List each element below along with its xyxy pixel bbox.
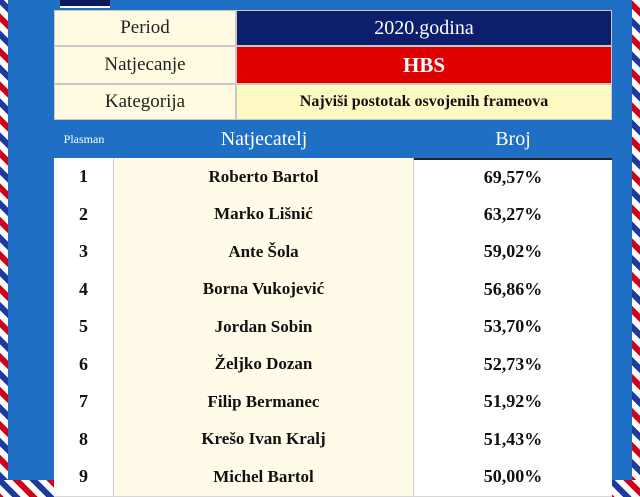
blue-frame	[8, 0, 632, 487]
category-label: Kategorija	[54, 84, 236, 120]
period-label: Period	[54, 10, 236, 46]
logo-icon	[60, 0, 110, 8]
player-cell: Borna Vukojević	[114, 271, 414, 309]
category-value: Najviši postotak osvojenih frameova	[236, 84, 612, 120]
table-row	[54, 458, 612, 497]
player-cell: Željko Dozan	[114, 346, 414, 384]
rank-cell: 9	[54, 458, 114, 496]
player-cell: Krešo Ivan Kralj	[114, 421, 414, 459]
value-cell: 56,86%	[414, 271, 612, 309]
rank-cell: 4	[54, 271, 114, 309]
player-cell: Michel Bartol	[114, 458, 414, 496]
player-cell: Marko Lišnić	[114, 196, 414, 234]
rank-cell: 5	[54, 308, 114, 346]
stats-table	[54, 10, 612, 487]
rank-cell: 1	[54, 158, 114, 196]
table-row	[54, 271, 612, 310]
top-bar	[8, 0, 632, 10]
competition-label: Natjecanje	[54, 46, 236, 84]
rank-cell: 8	[54, 421, 114, 459]
competition-value: HBS	[236, 46, 612, 84]
value-cell: 53,70%	[414, 308, 612, 346]
value-cell: 52,73%	[414, 346, 612, 384]
value-cell: 59,02%	[414, 233, 612, 271]
table-row	[54, 383, 612, 422]
value-cell: 50,00%	[414, 458, 612, 496]
player-cell: Ante Šola	[114, 233, 414, 271]
rank-cell: 7	[54, 383, 114, 421]
table-row	[54, 308, 612, 347]
category-row	[54, 84, 612, 120]
table-row	[54, 421, 612, 460]
table-row	[54, 158, 612, 197]
player-cell: Filip Bermanec	[114, 383, 414, 421]
player-column-header: Natjecatelj	[114, 120, 414, 158]
rank-cell: 3	[54, 233, 114, 271]
period-row	[54, 10, 612, 46]
rank-column-header: Plasman	[54, 120, 114, 158]
rank-cell: 6	[54, 346, 114, 384]
table-row	[54, 233, 612, 272]
value-column-header: Broj	[414, 120, 612, 158]
value-cell: 69,57%	[414, 158, 612, 196]
period-value: 2020.godina	[236, 10, 612, 46]
column-header-row	[54, 120, 612, 158]
table-row	[54, 196, 612, 235]
value-cell: 51,43%	[414, 421, 612, 459]
rank-cell: 2	[54, 196, 114, 234]
value-cell: 51,92%	[414, 383, 612, 421]
player-cell: Jordan Sobin	[114, 308, 414, 346]
player-cell: Roberto Bartol	[114, 158, 414, 196]
competition-row	[54, 46, 612, 84]
table-row	[54, 346, 612, 385]
value-cell: 63,27%	[414, 196, 612, 234]
